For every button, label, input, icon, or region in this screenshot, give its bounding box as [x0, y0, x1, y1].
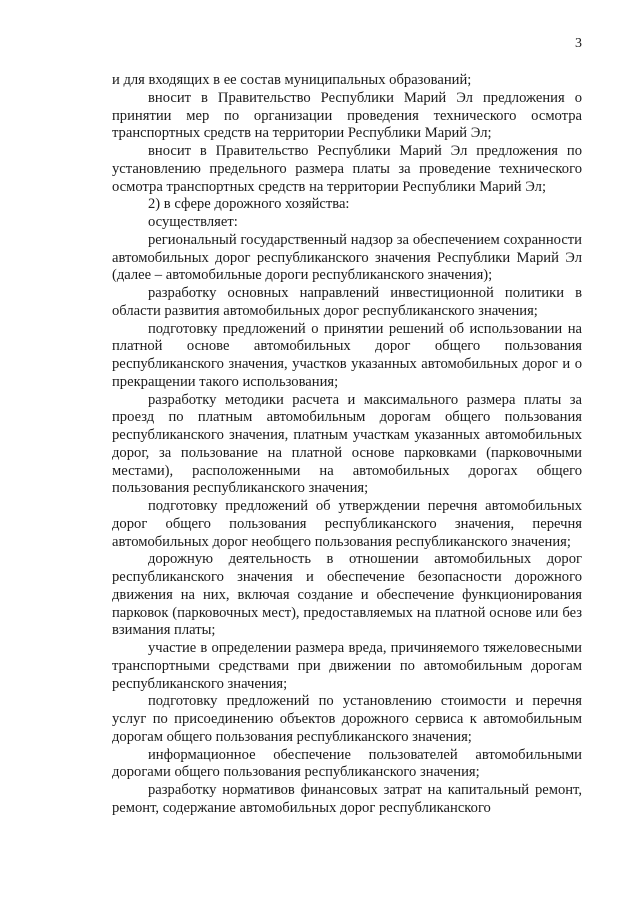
paragraph: осуществляет:	[148, 214, 238, 230]
paragraph: вносит в Правительство Республики Марий Эл предложения по установлению предельного размера платы за проведение технического осмотра транспортных средств на территории Республики Марий Эл;	[112, 143, 582, 195]
paragraph: разработку основных направлений инвестиционной политики в области развития автомобильных дорог республиканского значения;	[112, 285, 582, 319]
paragraph: дорожную деятельность в отношении автомобильных дорог республиканского значения и обеспечение безопасности дорожного движения на них, включая создание и обеспечение функционирования парковок (парковочных мест), предоставляемых на платной основе или без взимания платы;	[112, 551, 582, 639]
paragraph: информационное обеспечение пользователей автомобильными дорогами общего пользования республиканского значения;	[112, 746, 582, 781]
paragraph: региональный государственный надзор за обеспечением сохранности автомобильных дорог республиканского значения Республики Марий Эл (далее – автомобильные дороги республиканского значения);	[112, 231, 582, 284]
paragraph: разработку нормативов финансовых затрат на капитальный ремонт, ремонт, содержание автомобильных дорог республиканского	[112, 782, 582, 816]
page-number: 3	[575, 36, 582, 51]
paragraph: и для входящих в ее состав муниципальных образований;	[112, 72, 472, 88]
paragraph: разработку методики расчета и максимального размера платы за проезд по платным автомобильным дорогам общего пользования республиканского значения, платным участкам указанных автомобильных дорог, за пользование на платной основе парковками (парковочными местами), расположенными на автомобильных дорогах общего пользования республиканского значения;	[112, 391, 582, 497]
paragraph: подготовку предложений по установлению стоимости и перечня услуг по присоединению объектов дорожного сервиса к автомобильным дорогам общего пользования республиканского значения;	[112, 693, 582, 745]
paragraph: 2) в сфере дорожного хозяйства:	[148, 196, 350, 213]
paragraph: подготовку предложений о принятии решений об использовании на платной основе автомобильных дорог общего пользования республиканского значения, участков указанных автомобильных дорог и о прекращении такого использования;	[112, 320, 582, 390]
document-body	[112, 72, 582, 818]
paragraph: подготовку предложений об утверждении перечня автомобильных дорог общего пользования республиканского значения, перечня автомобильных дорог необщего пользования республиканского значения;	[112, 498, 582, 550]
paragraph: участие в определении размера вреда, причиняемого тяжеловесными транспортными средствами при движении по автомобильным дорогам республиканского значения;	[112, 640, 582, 692]
paragraph: вносит в Правительство Республики Марий Эл предложения о принятии мер по организации проведения технического осмотра транспортных средств на территории Республики Марий Эл;	[112, 89, 582, 142]
